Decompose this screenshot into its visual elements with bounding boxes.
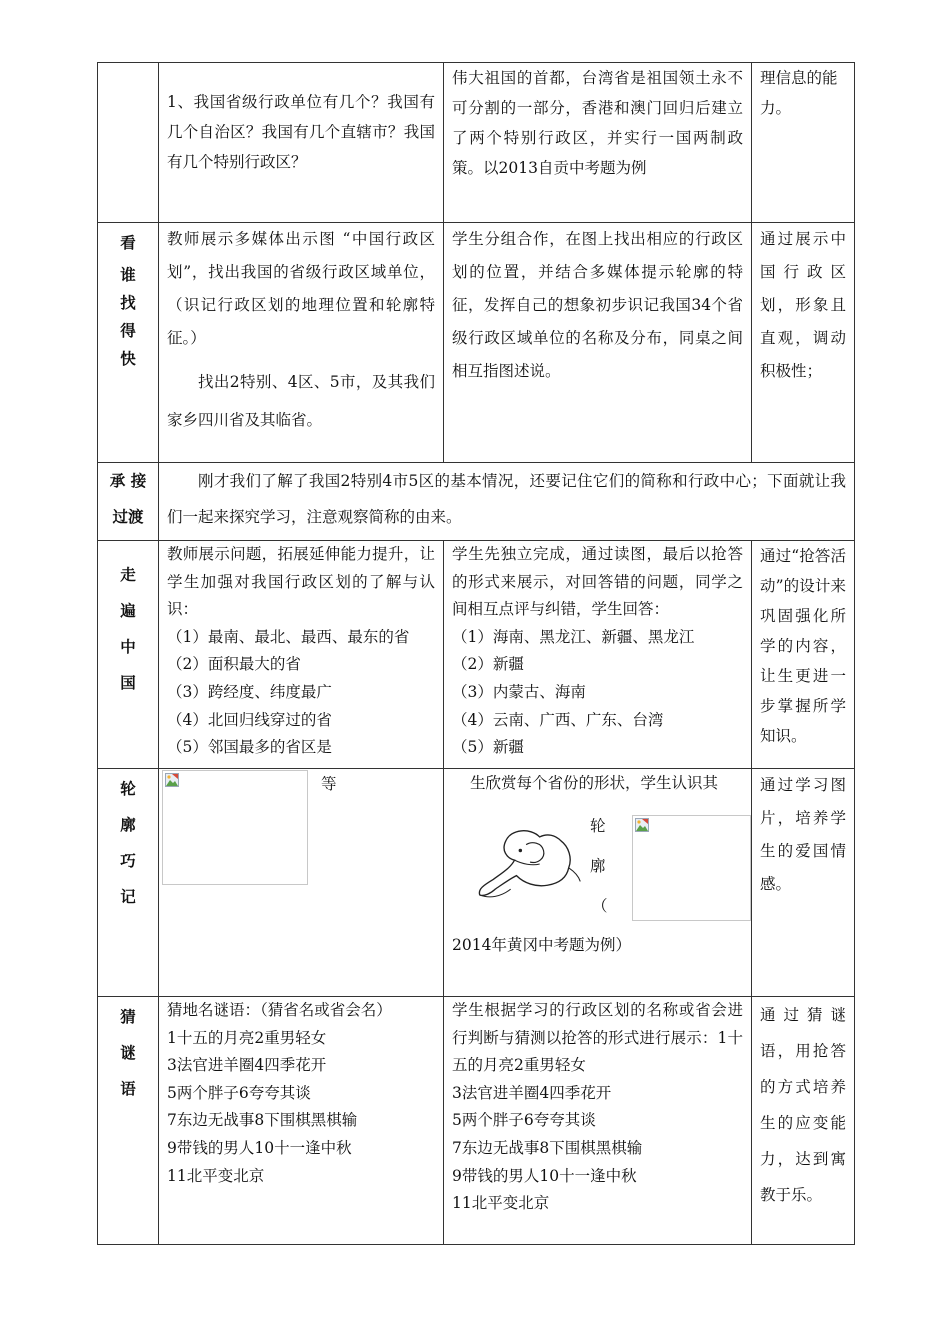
student-activity-cell: [444, 223, 752, 463]
table-row: [98, 223, 855, 463]
teacher-activity-cell: [159, 541, 444, 769]
teacher-text: 猜地名谜语：（猜省名或省会名）: [167, 1001, 392, 1019]
riddle-line: 3法官进羊圈4四季花开: [167, 1056, 327, 1075]
student-activity-cell: [444, 63, 752, 223]
table-row: [98, 63, 855, 223]
purpose-cell: [752, 997, 855, 1245]
riddle-line: 11北平变北京: [167, 1166, 265, 1185]
student-char: 轮: [590, 817, 606, 835]
student-char: 廓: [590, 857, 606, 875]
teacher-text: 教师展示问题，拓展延伸能力提升，让学生加强对我国行政区划的了解与认识：: [167, 545, 435, 619]
label-char: 遍: [120, 602, 136, 620]
label-char: 轮: [120, 780, 136, 798]
label-char: 快: [120, 350, 136, 368]
teacher-item: （2）面积最大的省: [167, 655, 301, 674]
table-row: [98, 997, 855, 1245]
transition-text: 刚才我们了解了我国2特别4市5区的基本情况，还要记住它们的简称和行政中心；下面就让我们一起来探究学习，注意观察简称的由来。: [167, 472, 846, 526]
broken-image-icon: [165, 773, 179, 787]
lesson-plan-table: [97, 62, 855, 1245]
row-label-cell: [98, 63, 159, 223]
label-char: 廓: [120, 816, 136, 834]
riddle-line: 1十五的月亮2重男轻女: [167, 1028, 327, 1047]
label-char: 谜: [120, 1044, 136, 1062]
teacher-text: 教师展示多媒体出示图 “中国行政区划”，找出我国的省级行政区域单位，（识记行政区划的地理位置和轮廓特征。）: [167, 230, 435, 347]
student-activity-cell: [444, 769, 752, 997]
row-label-cell: [98, 223, 159, 463]
teacher-item: （4）北回归线穿过的省: [167, 710, 332, 729]
student-text: 伟大祖国的首都，台湾省是祖国领土永不可分割的一部分，香港和澳门回归后建立了两个特别行政区，并实行一国两制政策。以2013自贡中考题为例: [452, 69, 743, 177]
label-char: 看: [120, 234, 136, 252]
purpose-cell: [752, 63, 855, 223]
broken-image-icon: [635, 818, 649, 832]
teacher-activity-cell: [159, 769, 444, 997]
row-label-cell: [98, 769, 159, 997]
label-text: 承 接: [109, 472, 147, 490]
student-text: 2014年黄冈中考题为例）: [452, 936, 631, 954]
riddle-line: 11北平变北京: [452, 1194, 550, 1213]
student-activity-cell: [444, 541, 752, 769]
teacher-activity-cell: [159, 997, 444, 1245]
row-label-cell: [98, 463, 159, 541]
teacher-item: （3）跨经度、纬度最广: [167, 682, 332, 701]
riddle-line: 7东边无战事8下围棋黑棋输: [167, 1111, 358, 1130]
transition-cell: [159, 463, 855, 541]
etc-text: 等: [321, 775, 337, 793]
row-label-cell: [98, 997, 159, 1245]
purpose-cell: [752, 769, 855, 997]
teacher-item: （5）邻国最多的省区是: [167, 738, 332, 757]
student-item: （2）新疆: [452, 655, 524, 674]
riddle-line: 5两个胖子6夸夸其谈: [167, 1083, 311, 1102]
label-char: 语: [120, 1080, 136, 1098]
riddle-line: 9带钱的男人10十一逢中秋: [167, 1138, 352, 1157]
teacher-text: 1、我国省级行政单位有几个？我国有几个自治区？我国有几个直辖市？我国有几个特别行政区？: [167, 93, 435, 171]
label-char: 巧: [120, 852, 136, 870]
label-char: 找: [120, 294, 136, 312]
label-char: 国: [120, 674, 136, 692]
teacher-activity-cell: [159, 63, 444, 223]
purpose-text: 通过展示中国行政区划，形象且直观，调动积极性；: [760, 230, 846, 380]
riddle-line: 7东边无战事8下围棋黑棋输: [452, 1138, 643, 1157]
province-outline-image: [162, 770, 308, 885]
elephant-outline-icon: [472, 825, 588, 903]
row-label-cell: [98, 541, 159, 769]
riddle-line: 9带钱的男人10十一逢中秋: [452, 1166, 637, 1185]
student-text: 学生先独立完成，通过读图，最后以抢答的形式来展示，对回答错的问题，同学之间相互点评与纠错，学生回答：: [452, 545, 743, 619]
student-item: （4）云南、广西、广东、台湾: [452, 710, 664, 729]
student-item: （3）内蒙古、海南: [452, 682, 586, 701]
label-char: 谁: [120, 266, 136, 284]
student-text: 生欣赏每个省份的形状，学生认识其: [470, 774, 719, 792]
riddle-line: 3法官进羊圈4四季花开: [452, 1083, 612, 1102]
student-item: （5）新疆: [452, 738, 524, 757]
label-char: 走: [120, 566, 136, 584]
student-item: （1）海南、黑龙江、新疆、黑龙江: [452, 627, 695, 646]
province-outline-image: [632, 815, 751, 921]
teacher-activity-cell: [159, 223, 444, 463]
purpose-text: 通过猜谜语，用抢答的方式培养生的应变能力，达到寓教于乐。: [760, 1006, 846, 1204]
student-text: 学生根据学习的行政区划的名称或省会进行判断与猜测以抢答的形式进行展示：1十五的月亮2重男轻女: [452, 1001, 743, 1075]
label-char: 记: [120, 888, 136, 906]
purpose-cell: [752, 223, 855, 463]
riddle-line: 5两个胖子6夸夸其谈: [452, 1111, 596, 1130]
purpose-text: 通过学习图片，培养学生的爱国情感。: [760, 776, 846, 893]
purpose-text: 通过“抢答活动”的设计来巩固强化所学的内容，让生更进一步掌握所学知识。: [760, 547, 846, 745]
teacher-text: 找出2特别、4区、5市，及其我们家乡四川省及其临省。: [167, 373, 435, 429]
label-char: 中: [120, 638, 136, 656]
label-text: 过渡: [112, 508, 144, 526]
label-char: 猜: [120, 1008, 136, 1026]
teacher-item: （1）最南、最北、最西、最东的省: [167, 627, 410, 646]
purpose-cell: [752, 541, 855, 769]
student-text: 学生分组合作，在图上找出相应的行政区划的位置，并结合多媒体提示轮廓的特征，发挥自己的想象初步识记我国34个省级行政区域单位的名称及分布，同桌之间相互指图述说。: [452, 230, 743, 380]
purpose-text: 理信息的能力。: [760, 69, 838, 117]
student-activity-cell: [444, 997, 752, 1245]
table-row: [98, 463, 855, 541]
table-row: [98, 769, 855, 997]
label-char: 得: [120, 322, 136, 340]
table-row: [98, 541, 855, 769]
student-char: （: [592, 897, 608, 915]
